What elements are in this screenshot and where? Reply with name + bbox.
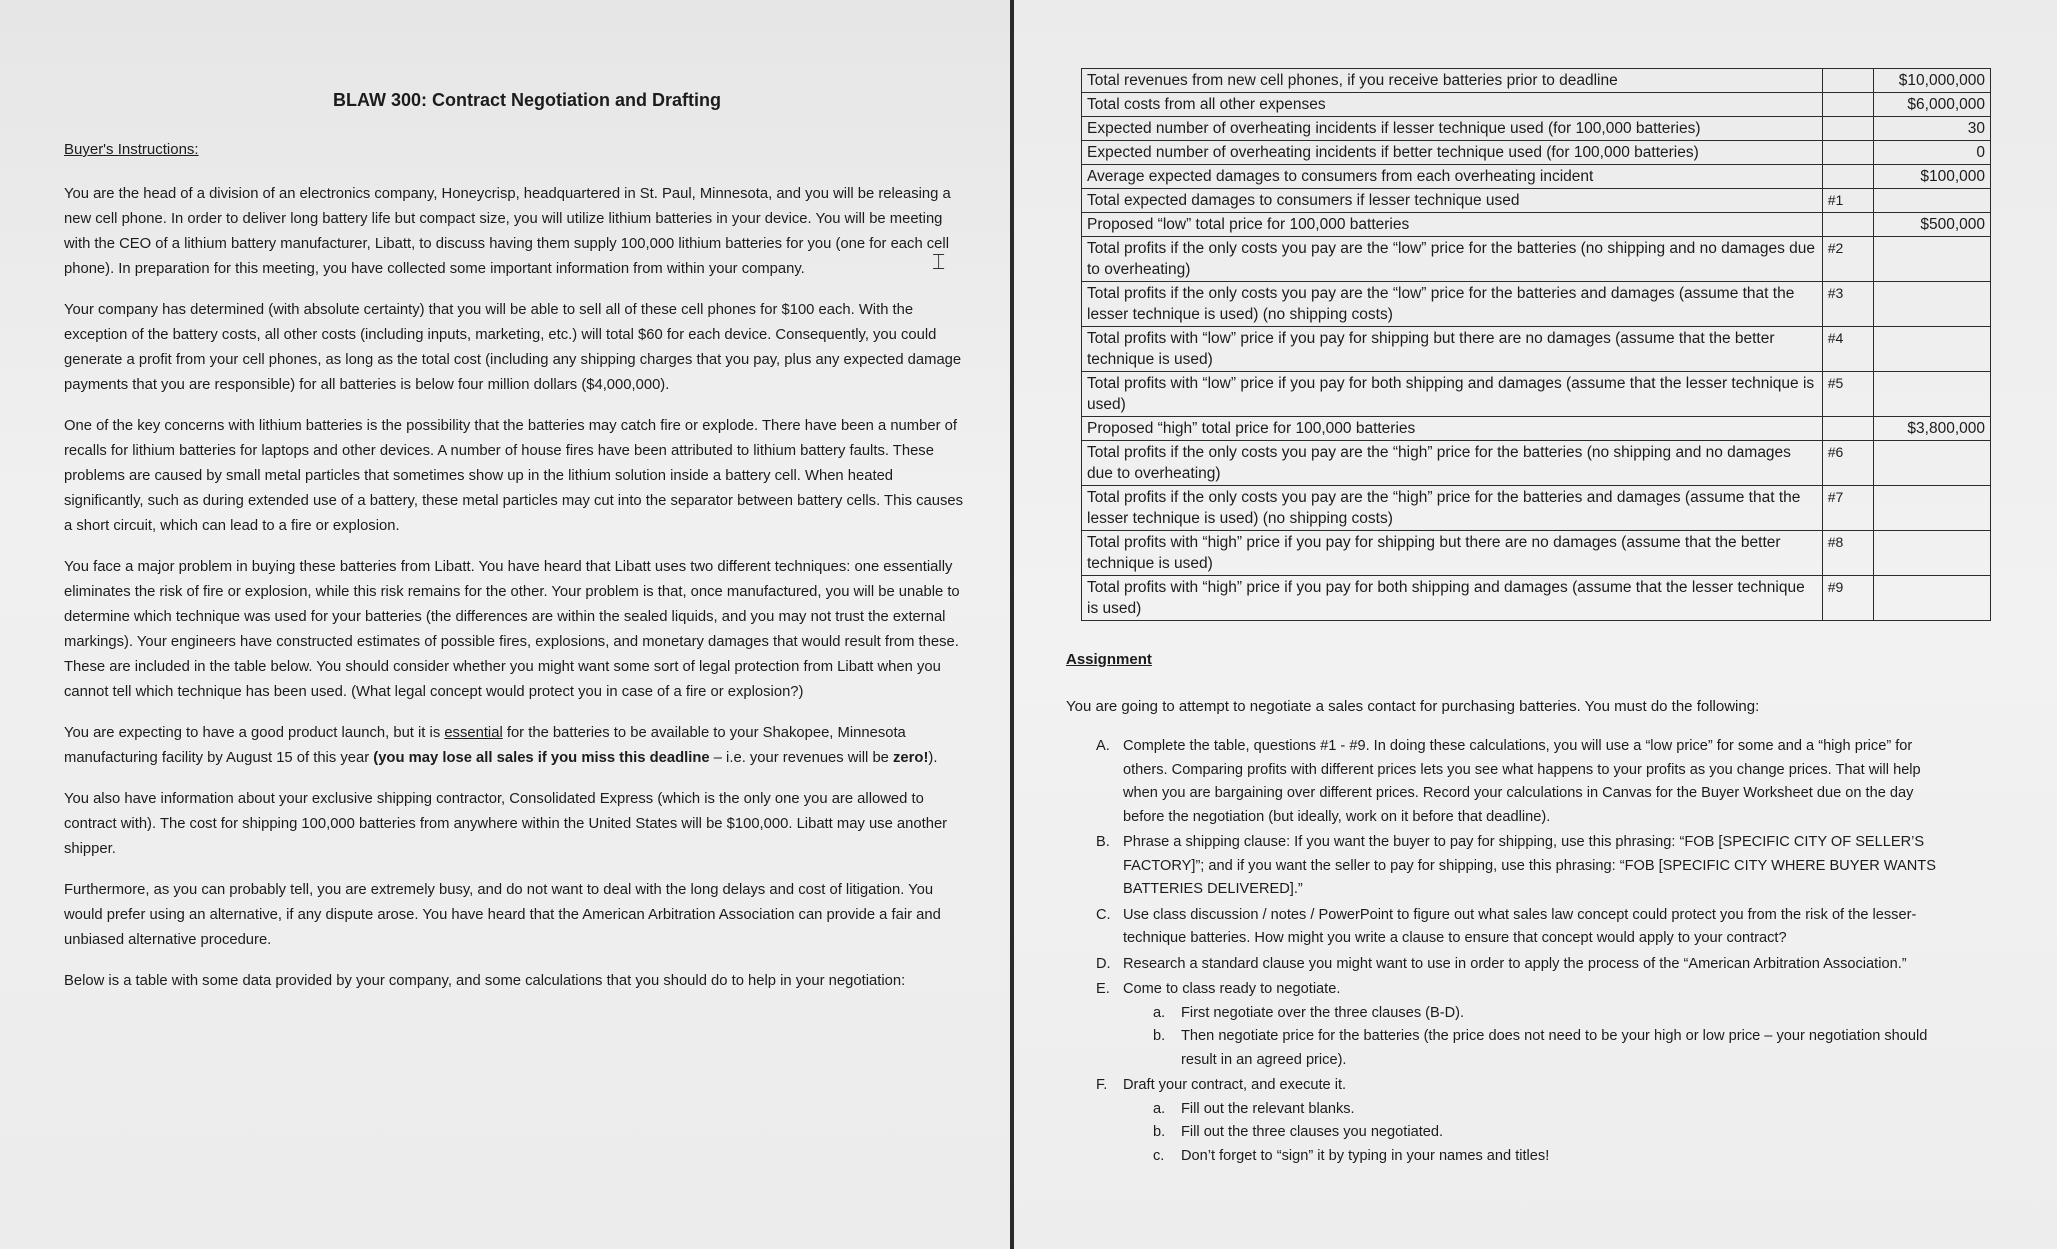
- row-value: [1874, 372, 1991, 417]
- sub-item: [1123, 1098, 1946, 1122]
- item-marker: E.: [1096, 981, 1110, 997]
- item-marker: B.: [1096, 834, 1110, 850]
- row-label: Proposed “high” total price for 100,000 batteries: [1082, 417, 1823, 441]
- deadline-text-d: ).: [928, 750, 938, 766]
- item-text: Complete the table, questions #1 - #9. In doing these calculations, you will use a “low price” for some and a “high price” for others. Comparing profits with different prices lets you see what happens to your profits as you change prices. That will help when you are bargaining over different prices. Record your calculations in Canvas for the Buyer Worksheet due on the day before the negotiation (but ideally, work on it before that deadline).: [1123, 738, 1921, 825]
- table-row: [1082, 441, 1991, 486]
- paragraph-techniques: You face a major problem in buying these batteries from Libatt. You have heard that Libatt uses two different techniques: one essentially eliminates the risk of fire or explosion, while this risk remains for the other. Your problem is that, once manufactured, you will be unable to determine which technique was used for your batteries (the differences are within the sealed liquids, and you may not trust the external markings). Your engineers have constructed estimates of possible fires, explosions, and monetary damages that would result from these. These are included in the table below. You should consider whether you might want some sort of legal protection from Libatt when you cannot tell which technique has been used. (What legal concept would protect you in case of a fire or explosion?): [64, 559, 960, 700]
- question-number: [1822, 93, 1873, 117]
- paragraph-risk: One of the key concerns with lithium batteries is the possibility that the batteries may catch fire or explode. There have been a number of recalls for lithium batteries for laptops and other devices. A number of house fires have been attributed to lithium battery faults. These problems are caused by small metal particles that sometimes show up in the lithium solution inside a battery cell. When heated significantly, such as during extended use of a battery, these metal particles may cut into the separator between battery cells. This causes a short circuit, which can lead to a fire or explosion.: [64, 418, 963, 534]
- section-label: Buyer's Instructions:: [64, 141, 199, 158]
- table-row: [1082, 531, 1991, 576]
- assignment-item: [1066, 978, 1946, 1072]
- row-label: Total profits if the only costs you pay are the “high” price for the batteries (no shipping and no damages due to overheating): [1082, 441, 1823, 486]
- row-label: Expected number of overheating incidents if lesser technique used (for 100,000 batteries): [1082, 117, 1823, 141]
- table-row: [1082, 327, 1991, 372]
- question-number: #5: [1822, 372, 1873, 417]
- row-value: $100,000: [1874, 165, 1991, 189]
- sub-item-marker: a.: [1153, 1100, 1166, 1117]
- table-row: [1082, 213, 1991, 237]
- item-marker: F.: [1096, 1077, 1108, 1093]
- row-label: Total profits if the only costs you pay are the “low” price for the batteries (no shipping and no damages due to overheating): [1082, 237, 1823, 282]
- table-row: [1082, 69, 1991, 93]
- table-row: [1082, 165, 1991, 189]
- row-value: [1874, 441, 1991, 486]
- table-row: [1082, 576, 1991, 621]
- question-number: #3: [1822, 282, 1873, 327]
- sub-item-marker: b.: [1153, 1028, 1166, 1044]
- item-text: Come to class ready to negotiate.: [1123, 981, 1341, 997]
- assignment-item: [1066, 1074, 1946, 1168]
- sub-item-text: Fill out the three clauses you negotiated.: [1181, 1124, 1444, 1140]
- row-label: Total profits if the only costs you pay are the “low” price for the batteries and damages (assume that the lesser technique is used) (no shipping costs): [1082, 282, 1823, 327]
- paragraph-table-intro: Below is a table with some data provided by your company, and some calculations that you should do to help in your negotiation:: [64, 973, 906, 989]
- deadline-text-c: – i.e. your revenues will be: [709, 750, 894, 766]
- question-number: #7: [1822, 486, 1873, 531]
- question-number: #4: [1822, 327, 1873, 372]
- paragraph-shipping: You also have information about your exclusive shipping contractor, Consolidated Express (which is the only one you are allowed to contract with). The cost for shipping 100,000 batteries from anywhere within the United States will be $100,000. Libatt may use another shipper.: [64, 791, 948, 857]
- deadline-text-b: for the batteries to be available to your Shakopee, Minnesota manufacturing facility by August 15 of this year: [64, 725, 906, 766]
- question-number: #2: [1822, 237, 1873, 282]
- question-number: [1822, 165, 1873, 189]
- row-value: [1874, 189, 1991, 213]
- table-row: [1082, 237, 1991, 282]
- assignment-item: [1066, 953, 1946, 977]
- row-value: [1874, 282, 1991, 327]
- question-number: [1822, 117, 1873, 141]
- calculation-table: [1081, 68, 1991, 621]
- row-label: Average expected damages to consumers from each overheating incident: [1082, 165, 1823, 189]
- row-value: 30: [1874, 117, 1991, 141]
- row-value: $500,000: [1874, 213, 1991, 237]
- deadline-bold-zero: zero!: [893, 750, 929, 766]
- row-label: Total profits if the only costs you pay are the “high” price for the batteries and damages (assume that the lesser technique is used) (no shipping costs): [1082, 486, 1823, 531]
- sub-item-text: Then negotiate price for the batteries (the price does not need to be your high or low price – your negotiation should result in an agreed price).: [1181, 1028, 1928, 1068]
- row-value: [1874, 237, 1991, 282]
- sub-item: [1123, 1025, 1946, 1072]
- question-number: [1822, 213, 1873, 237]
- assignment-list: [1066, 735, 1946, 1168]
- item-text: Phrase a shipping clause: If you want the buyer to pay for shipping, use this phrasing: “FOB [SPECIFIC CITY OF SELLER’S FACTORY]”; and if you want the seller to pay for shipping, use this phrasing: “FOB [SPECIFIC CITY WHERE BUYER WANTS BATTERIES DELIVERED].”: [1123, 834, 1936, 897]
- row-label: Total profits with “high” price if you pay for both shipping and damages (assume that the lesser technique is used): [1082, 576, 1823, 621]
- row-label: Total profits with “high” price if you pay for shipping but there are no damages (assume that the better technique is used): [1082, 531, 1823, 576]
- row-label: Proposed “low” total price for 100,000 batteries: [1082, 213, 1823, 237]
- sub-item: [1123, 1002, 1946, 1026]
- sub-item: [1123, 1121, 1946, 1145]
- sub-item-marker: b.: [1153, 1124, 1166, 1140]
- assignment-item: [1066, 735, 1946, 829]
- row-label: Total profits with “low” price if you pay for both shipping and damages (assume that the lesser technique is used): [1082, 372, 1823, 417]
- row-label: Total profits with “low” price if you pay for shipping but there are no damages (assume that the better technique is used): [1082, 327, 1823, 372]
- sub-item: [1123, 1145, 1946, 1169]
- sub-item-marker: a.: [1153, 1004, 1166, 1021]
- question-number: #9: [1822, 576, 1873, 621]
- row-value: $6,000,000: [1874, 93, 1991, 117]
- row-value: [1874, 531, 1991, 576]
- paragraph-intro: You are the head of a division of an electronics company, Honeycrisp, headquartered in St. Paul, Minnesota, and you will be releasing a new cell phone. In order to deliver long battery life but compact size, you will utilize lithium batteries in your device. You will be meeting with the CEO of a lithium battery manufacturer, Libatt, to discuss having them supply 100,000 lithium batteries for you (one for each cell phone). In preparation for this meeting, you have collected some important information from within your company.: [64, 186, 951, 277]
- row-value: 0: [1874, 141, 1991, 165]
- item-marker: C.: [1096, 906, 1111, 923]
- sub-list: [1123, 1098, 1946, 1169]
- question-number: #6: [1822, 441, 1873, 486]
- row-value: [1874, 576, 1991, 621]
- question-number: [1822, 417, 1873, 441]
- question-number: #1: [1822, 189, 1873, 213]
- worksheet-page: [1014, 0, 2057, 1249]
- row-value: $10,000,000: [1874, 69, 1991, 93]
- paragraph-arbitration: Furthermore, as you can probably tell, you are extremely busy, and do not want to deal with the long delays and cost of litigation. You would prefer using an alternative, if any dispute arose. You have heard that the American Arbitration Association can provide a fair and unbiased alternative procedure.: [64, 882, 941, 948]
- assignment-item: [1066, 831, 1946, 902]
- question-number: [1822, 141, 1873, 165]
- table-row: [1082, 417, 1991, 441]
- item-marker: D.: [1096, 955, 1111, 972]
- sub-list: [1123, 1002, 1946, 1073]
- row-label: Total costs from all other expenses: [1082, 93, 1823, 117]
- item-text: Draft your contract, and execute it.: [1123, 1077, 1347, 1093]
- table-row: [1082, 93, 1991, 117]
- deadline-bold: (you may lose all sales if you miss this deadline: [373, 750, 710, 766]
- table-row: [1082, 486, 1991, 531]
- deadline-underlined: essential: [444, 725, 503, 741]
- assignment-item: [1066, 904, 1946, 951]
- item-text: Research a standard clause you might want to use in order to apply the process of the “American Arbitration Association.”: [1123, 955, 1907, 972]
- sub-item-marker: c.: [1153, 1147, 1165, 1164]
- deadline-text-a: You are expecting to have a good product launch, but it is: [64, 725, 445, 741]
- sub-item-text: Fill out the relevant blanks.: [1181, 1100, 1355, 1117]
- question-number: [1822, 69, 1873, 93]
- item-marker: A.: [1096, 738, 1110, 754]
- page-title: BLAW 300: Contract Negotiation and Drafting: [332, 90, 721, 110]
- table-row: [1082, 117, 1991, 141]
- assignment-intro: You are going to attempt to negotiate a sales contact for purchasing batteries. You must do the following:: [1066, 698, 1760, 715]
- row-value: [1874, 327, 1991, 372]
- sub-item-text: First negotiate over the three clauses (B-D).: [1181, 1004, 1465, 1021]
- assignment-title: Assignment: [1066, 651, 1152, 668]
- table-row: [1082, 372, 1991, 417]
- table-row: [1082, 141, 1991, 165]
- question-number: #8: [1822, 531, 1873, 576]
- row-label: Total revenues from new cell phones, if you receive batteries prior to deadline: [1082, 69, 1823, 93]
- row-label: Total expected damages to consumers if lesser technique used: [1082, 189, 1823, 213]
- text-cursor-icon: ⌶: [932, 250, 946, 275]
- sub-item-text: Don’t forget to “sign” it by typing in your names and titles!: [1181, 1147, 1550, 1164]
- table-row: [1082, 282, 1991, 327]
- row-label: Expected number of overheating incidents if better technique used (for 100,000 batteries): [1082, 141, 1823, 165]
- buyer-instructions-page: [0, 0, 1010, 1249]
- table-row: [1082, 189, 1991, 213]
- item-text: Use class discussion / notes / PowerPoint to figure out what sales law concept could protect you from the risk of the lesser-technique batteries. How might you write a clause to ensure that concept would apply to your contract?: [1123, 906, 1917, 946]
- row-value: $3,800,000: [1874, 417, 1991, 441]
- row-value: [1874, 486, 1991, 531]
- paragraph-deadline: [64, 721, 970, 771]
- paragraph-costs: Your company has determined (with absolute certainty) that you will be able to sell all of these cell phones for $100 each. With the exception of the battery costs, all other costs (including inputs, marketing, etc.) will total $60 for each device. Consequently, you could generate a profit from your cell phones, as long as the total cost (including any shipping charges that you pay, plus any expected damage payments that you are responsible) for all batteries is below four million dollars ($4,000,000).: [64, 302, 962, 393]
